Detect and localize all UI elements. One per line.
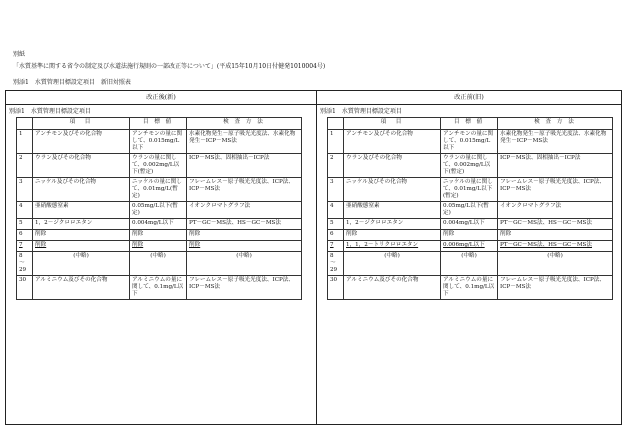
after-subtitle: 別添1 水質管理目標設定項目 <box>9 108 91 115</box>
header-item: 項 目 <box>344 118 441 130</box>
header-method: 検 査 方 法 <box>498 118 613 130</box>
row-number: 1 <box>17 130 33 154</box>
row-item: アンチモン及びその化合物 <box>344 130 441 154</box>
header-no <box>17 118 33 130</box>
table-row <box>17 218 302 229</box>
row-target: ウランの量に関して、0.002mg/L以下(暫定) <box>441 153 498 177</box>
header-target: 目 標 値 <box>441 118 498 130</box>
row-number: 8 ～29 <box>328 251 344 275</box>
table-row <box>328 130 613 154</box>
before-column <box>316 91 621 424</box>
row-target: 削除 <box>130 240 187 251</box>
row-number: 5 <box>328 218 344 229</box>
row-method: フレームレス－原子吸光光度法、ICP法、ICP－MS法 <box>187 177 302 201</box>
row-number: 4 <box>328 201 344 218</box>
row-item: ニッケル及びその化合物 <box>344 177 441 201</box>
row-number: 3 <box>17 177 33 201</box>
table-row <box>328 153 613 177</box>
row-method: 削除 <box>187 240 302 251</box>
table-row <box>17 201 302 218</box>
row-target: 0.006mg/L以下 <box>441 240 498 251</box>
table-row <box>328 218 613 229</box>
table-row <box>17 153 302 177</box>
before-table <box>327 117 613 300</box>
row-method: イオンクロマトグラフ法 <box>187 201 302 218</box>
row-target: アンチモンの量に関して、0.015mg/L以下 <box>130 130 187 154</box>
header-method: 検 査 方 法 <box>187 118 302 130</box>
header-item: 項 目 <box>33 118 130 130</box>
before-subtitle: 別添1 水質管理目標設定項目 <box>320 108 402 115</box>
row-method: 削除 <box>498 229 613 240</box>
row-method: イオンクロマトグラフ法 <box>498 201 613 218</box>
row-number: 6 <box>328 229 344 240</box>
row-target: ニッケルの量に関して、0.01mg/L以下(暫定) <box>441 177 498 201</box>
row-target: ウランの量に関して、0.002mg/L以下(暫定) <box>130 153 187 177</box>
row-target: ニッケルの量に関して、0.01mg/L(暫定) <box>130 177 187 201</box>
row-item: アンチモン及びその化合物 <box>33 130 130 154</box>
table-row <box>328 275 613 299</box>
after-title: 改正後(新) <box>6 91 316 105</box>
comparison-table <box>5 90 622 425</box>
row-item: ニッケル及びその化合物 <box>33 177 130 201</box>
row-target: 0.004mg/L以下 <box>441 218 498 229</box>
row-item: 亜硝酸態窒素 <box>344 201 441 218</box>
row-item: (中略) <box>33 251 130 275</box>
row-method: 削除 <box>187 229 302 240</box>
row-item: 1，2－ジクロロエタン <box>33 218 130 229</box>
row-number: 7 <box>17 240 33 251</box>
before-title: 改正前(旧) <box>317 91 621 105</box>
row-number: 8 ～29 <box>17 251 33 275</box>
row-method: フレームレス－原子吸光光度法、ICP法、ICP－MS法 <box>187 275 302 299</box>
row-target: 削除 <box>130 229 187 240</box>
row-method: PT－GC－MS法、HS－GC－MS法 <box>498 240 613 251</box>
row-method: フレームレス－原子吸光光度法、ICP法、ICP－MS法 <box>498 177 613 201</box>
row-item: 削除 <box>33 240 130 251</box>
row-method: 水素化物発生－原子吸光光度法、水素化物発生－ICP－MS法 <box>498 130 613 154</box>
row-method: (中略) <box>187 251 302 275</box>
row-number: 1 <box>328 130 344 154</box>
row-number: 6 <box>17 229 33 240</box>
row-target: アルミニウムの量に関して、0.1mg/L以下 <box>441 275 498 299</box>
row-method: PT－GC－MS法、HS－GC－MS法 <box>187 218 302 229</box>
row-target: (中略) <box>130 251 187 275</box>
row-method: ICP－MS法、固相抽出－ICP法 <box>187 153 302 177</box>
table-row <box>17 251 302 275</box>
table-row <box>328 201 613 218</box>
row-number: 4 <box>17 201 33 218</box>
table-row <box>17 275 302 299</box>
appendix-label: 別紙 <box>13 51 26 58</box>
row-method: ICP－MS法、固相抽出－ICP法 <box>498 153 613 177</box>
notice-title: 「水質基準に関する省令の制定及び水道法施行規則の一部改正等について」(平成15年10月10日付健発1010004号) <box>13 63 326 70</box>
row-target: (中略) <box>441 251 498 275</box>
row-item: 削除 <box>33 229 130 240</box>
header-no <box>328 118 344 130</box>
row-item: ウラン及びその化合物 <box>33 153 130 177</box>
row-target: アルミニウムの量に関して、0.1mg/L以下 <box>130 275 187 299</box>
after-column <box>6 91 316 424</box>
after-table <box>16 117 302 300</box>
row-target: アンチモンの量に関して、0.015mg/L以下 <box>441 130 498 154</box>
header-target: 目 標 値 <box>130 118 187 130</box>
row-method: PT－GC－MS法、HS－GC－MS法 <box>498 218 613 229</box>
row-method: 水素化物発生－原子吸光光度法、水素化物発生－ICP－MS法 <box>187 130 302 154</box>
row-item: アルミニウム及びその化合物 <box>33 275 130 299</box>
table-row <box>17 177 302 201</box>
row-item: 1，2－ジクロロエタン <box>344 218 441 229</box>
row-number: 2 <box>17 153 33 177</box>
table-row <box>17 229 302 240</box>
row-item: (中略) <box>344 251 441 275</box>
row-target: 0.05mg/L以下(暫定) <box>441 201 498 218</box>
row-target: 0.004mg/L以下 <box>130 218 187 229</box>
table-row <box>328 229 613 240</box>
row-item: 1，1，2－トリクロロエタン <box>344 240 441 251</box>
table-caption: 別添1 水質管理目標設定項目 新旧対照表 <box>13 79 131 86</box>
table-row <box>17 130 302 154</box>
row-target: 削除 <box>441 229 498 240</box>
row-item: ウラン及びその化合物 <box>344 153 441 177</box>
row-method: (中略) <box>498 251 613 275</box>
table-row <box>328 240 613 251</box>
row-number: 3 <box>328 177 344 201</box>
table-row <box>328 177 613 201</box>
row-number: 30 <box>328 275 344 299</box>
row-method: フレームレス－原子吸光光度法、ICP法、ICP－MS法 <box>498 275 613 299</box>
row-item: 亜硝酸態窒素 <box>33 201 130 218</box>
row-number: 2 <box>328 153 344 177</box>
row-target: 0.05mg/L以下(暫定) <box>130 201 187 218</box>
table-row <box>17 240 302 251</box>
row-number: 30 <box>17 275 33 299</box>
row-item: アルミニウム及びその化合物 <box>344 275 441 299</box>
row-number: 7 <box>328 240 344 251</box>
row-number: 5 <box>17 218 33 229</box>
table-row <box>328 251 613 275</box>
row-item: 削除 <box>344 229 441 240</box>
